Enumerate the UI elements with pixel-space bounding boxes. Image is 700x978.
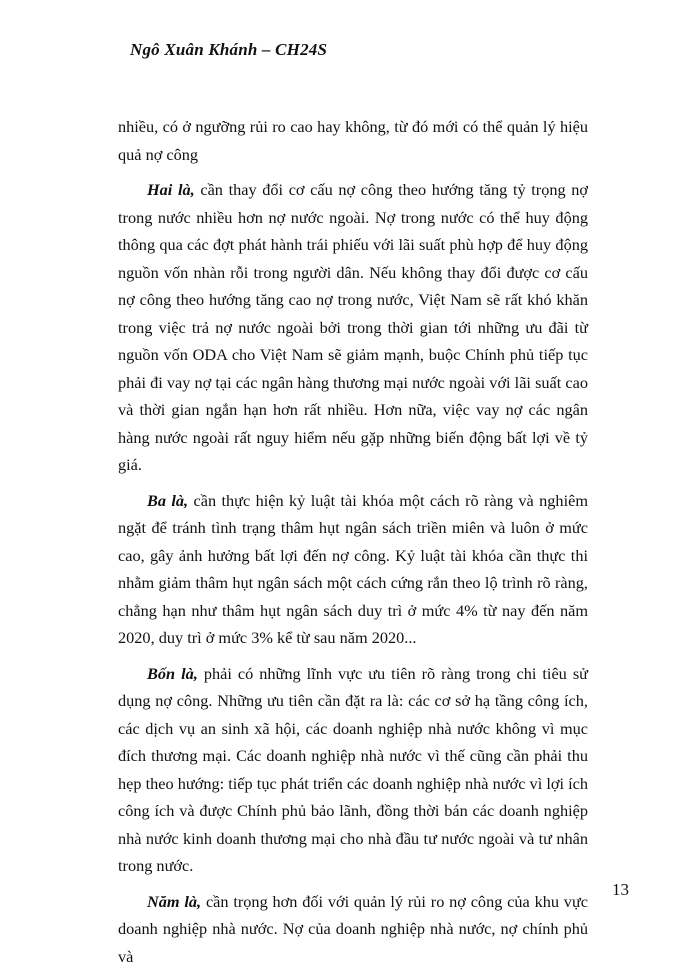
paragraph-text: phải có những lĩnh vực ưu tiên rõ ràng trong chi tiêu sử dụng nợ công. Những ưu tiên cần đặt ra là: các cơ sở hạ tầng công ích, các dịch vụ an sinh xã hội, các doanh nghiệp nhà nước không vì mục đích thương mại. Các doanh nghiệp nhà nước vì thế cũng cần phải thu hẹp theo hướng: tiếp tục phát triển các doanh nghiệp nhà nước vì lợi ích công ích và được Chính phủ bảo lãnh, đồng thời bán các doanh nghiệp nhà nước kinh doanh thương mại cho nhà đầu tư nước ngoài và tư nhân trong nước. — [118, 663, 588, 875]
paragraph-nam-la — [118, 888, 588, 971]
paragraph-bon-la — [118, 660, 588, 880]
paragraph-lead: Bốn là, — [147, 663, 198, 683]
running-header: Ngô Xuân Khánh – CH24S — [130, 40, 328, 59]
page-number: 13 — [612, 880, 629, 899]
paragraph-continuation — [118, 113, 588, 168]
paragraph-text: cần thay đổi cơ cấu nợ công theo hướng tăng tỷ trọng nợ trong nước nhiều hơn nợ nước ngoài. Nợ trong nước có thể huy động thông qua các đợt phát hành trái phiếu với lãi suất phù hợp để huy động nguồn vốn nhàn rỗi trong người dân. Nếu không thay đổi được cơ cấu nợ công theo hướng tăng cao nợ trong nước, Việt Nam sẽ rất khó khăn trong việc trả nợ nước ngoài bởi trong thời gian tới những ưu đãi từ nguồn vốn ODA cho Việt Nam sẽ giảm mạnh, buộc Chính phủ tiếp tục phải đi vay nợ tại các ngân hàng thương mại nước ngoài với lãi suất cao và thời gian ngắn hạn hơn rất nhiều. Hơn nữa, việc vay nợ các ngân hàng nước ngoài rất nguy hiểm nếu gặp những biến động bất lợi về tỷ giá. — [118, 180, 589, 474]
paragraph-lead: Năm là, — [147, 891, 202, 911]
paragraph-ba-la — [118, 487, 588, 652]
paragraph-text: cần trọng hơn đối với quản lý rủi ro nợ công của khu vực doanh nghiệp nhà nước. Nợ của doanh nghiệp nhà nước, nợ chính phủ và — [118, 891, 589, 966]
body-text — [118, 113, 588, 978]
paragraph-lead: Hai là, — [147, 180, 195, 199]
paragraph-text: nhiều, có ở ngưỡng rủi ro cao hay không, từ đó mới có thể quản lý hiệu quả nợ công — [118, 117, 588, 164]
paragraph-lead: Ba là, — [147, 490, 189, 510]
paragraph-text: cần thực hiện kỷ luật tài khóa một cách rõ ràng và nghiêm ngặt để tránh tình trạng thâm hụt ngân sách triền miên và luôn ở mức cao, gây ảnh hưởng bất lợi đến nợ công. Kỷ luật tài khóa cần thực thi nhằm giảm thâm hụt ngân sách một cách cứng rắn theo lộ trình rõ ràng, chẳng hạn như thâm hụt ngân sách duy trì ở mức 4% từ nay đến năm 2020, duy trì ở mức 3% kể từ sau năm 2020... — [118, 490, 588, 647]
paragraph-hai-la — [118, 176, 588, 479]
